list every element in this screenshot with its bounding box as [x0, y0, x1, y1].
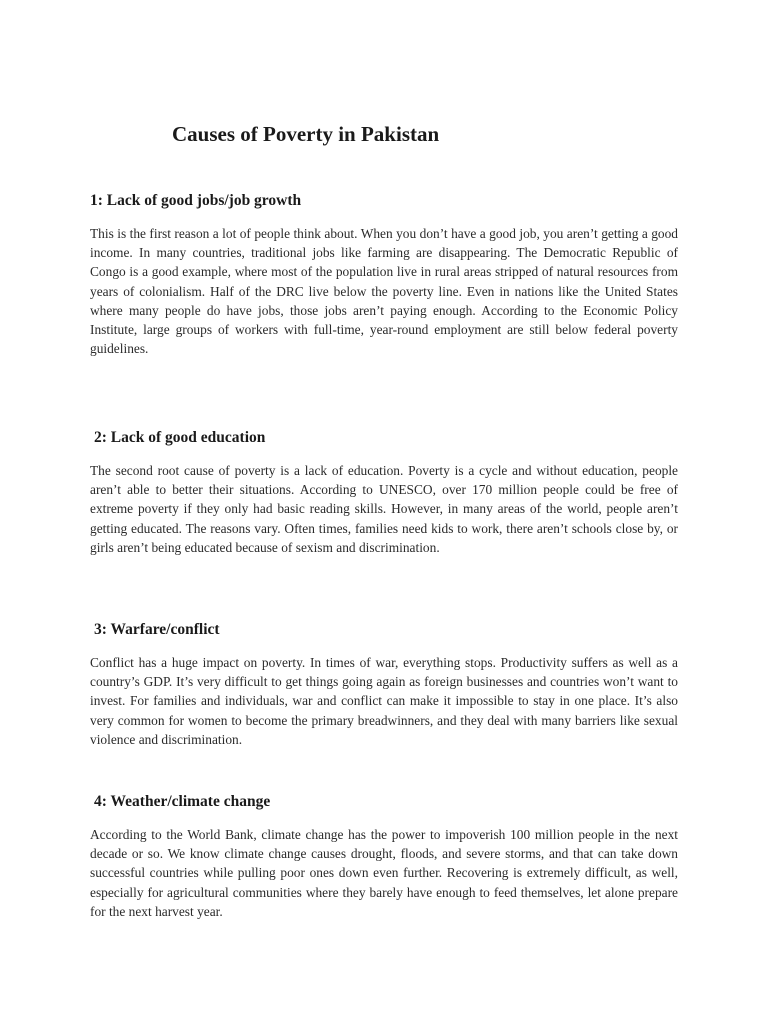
- section-heading: 1: Lack of good jobs/job growth: [90, 192, 302, 209]
- section-climate: [90, 793, 678, 921]
- section-body: Conflict has a huge impact on poverty. In times of war, everything stops. Productivity suffers as well as a country’s GDP. It’s very difficult to get things going again as foreign businesses and countries won’t want to invest. For families and individuals, war and conflict can make it impossible to stay in one place. It’s also very common for women to become the primary breadwinners, and they deal with many barriers like sexual violence and discrimination.: [90, 655, 678, 747]
- section-heading: 2: Lack of good education: [94, 429, 266, 446]
- section-body: The second root cause of poverty is a lack of education. Poverty is a cycle and without education, people aren’t able to better their situations. According to UNESCO, over 170 million people could be free of extreme poverty if they only had basic reading skills. However, in many areas of the world, people aren’t getting educated. The reasons vary. Often times, families need kids to work, there aren’t schools close by, or girls aren’t being educated because of sexism and discrimination.: [90, 463, 678, 555]
- section-conflict: [90, 621, 678, 749]
- section-heading: 3: Warfare/conflict: [94, 621, 220, 638]
- document-title: Causes of Poverty in Pakistan: [172, 122, 440, 146]
- section-jobs: [90, 192, 678, 358]
- section-body: This is the first reason a lot of people think about. When you don’t have a good job, you aren’t getting a good income. In many countries, traditional jobs like farming are disappearing. The Democratic Republic of Congo is a good example, where most of the population live in rural areas stripped of natural resources from years of colonialism. Half of the DRC live below the poverty line. Even in nations like the United States where many people do have jobs, those jobs aren’t paying enough. According to the Economic Policy Institute, large groups of workers with full-time, year-round employment are still below federal poverty guidelines.: [90, 226, 678, 357]
- section-education: [90, 429, 678, 557]
- section-heading: 4: Weather/climate change: [94, 793, 271, 810]
- section-body: According to the World Bank, climate change has the power to impoverish 100 million people in the next decade or so. We know climate change causes drought, floods, and severe storms, and that can take down successful countries while pulling poor ones down even further. Recovering is extremely difficult, as well, especially for agricultural communities where they barely have enough to feed themselves, let alone prepare for the next harvest year.: [90, 827, 678, 919]
